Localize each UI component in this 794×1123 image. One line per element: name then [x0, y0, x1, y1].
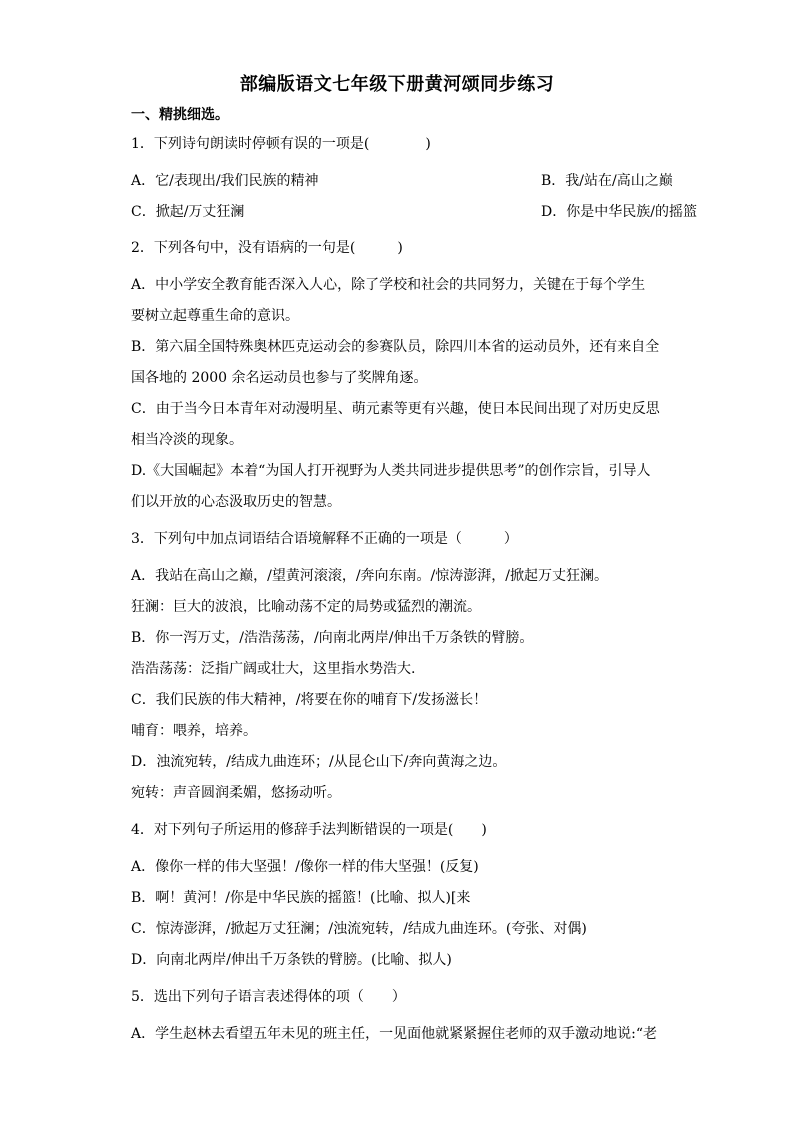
section-heading: 一、精挑细选。	[131, 107, 229, 123]
question-2-option-b-line-2: 国各地的 2000 余名运动员也参与了奖牌角逐。	[131, 370, 428, 386]
question-4-option-c: C．惊涛澎湃，/掀起万丈狂澜；/浊流宛转，/结成九曲连环。(夸张、对偶)	[131, 921, 587, 937]
question-3-option-b: B．你一泻万丈，/浩浩荡荡，/向南北两岸/伸出千万条铁的臂膀。	[131, 630, 534, 646]
question-1-option-b: B．我/站在/高山之巅	[541, 173, 673, 189]
question-2-option-d-line-2: 们以开放的心态汲取历史的智慧。	[131, 494, 341, 510]
question-2-option-c-line-2: 相当冷淡的现象。	[131, 432, 243, 448]
question-4-option-d: D．向南北两岸/伸出千万条铁的臂膀。(比喻、拟人)	[131, 952, 452, 968]
question-2-option-d-line-1: D.《大国崛起》本着“为国人打开视野为人类共同进步提供思考”的创作宗旨，引导人	[131, 463, 651, 479]
question-2-option-b-line-1: B．第六届全国特殊奥林匹克运动会的参赛队员，除四川本省的运动员外，还有来自全	[131, 339, 660, 355]
question-3-stem: 3．下列句中加点词语结合语境解释不正确的一项是（ ）	[131, 531, 518, 547]
question-1-options-row-1	[131, 172, 671, 190]
page-title: 部编版语文七年级下册黄河颂同步练习	[239, 74, 555, 95]
question-3-option-a-note: 狂澜：巨大的波浪，比喻动荡不定的局势或猛烈的潮流。	[131, 599, 481, 615]
question-2-option-c-line-1: C．由于当今日本青年对动漫明星、萌元素等更有兴趣，使日本民间出现了对历史反思	[131, 401, 660, 417]
question-3-option-b-note: 浩浩荡荡：泛指广阔或壮大，这里指水势浩大.	[131, 661, 416, 677]
question-2-stem: 2．下列各句中，没有语病的一句是( )	[131, 240, 403, 256]
question-1-option-c: C．掀起/万丈狂澜	[131, 204, 245, 220]
question-4-option-a: A．像你一样的伟大坚强！/像你一样的伟大坚强！(反复)	[131, 859, 479, 875]
question-5-option-a-line-1: A．学生赵林去看望五年未见的班主任，一见面他就紧紧握住老师的双手激动地说:“老	[131, 1026, 657, 1042]
question-2-option-a-line-2: 要树立起尊重生命的意识。	[131, 308, 299, 324]
question-1-option-d: D．你是中华民族/的摇篮	[541, 204, 697, 220]
question-4-stem: 4．对下列句子所运用的修辞手法判断错误的一项是( )	[131, 822, 487, 838]
question-3-option-c: C．我们民族的伟大精神，/将要在你的哺育下/发扬滋长！	[131, 692, 488, 708]
question-1-options-row-2	[131, 203, 697, 221]
question-3-option-d-note: 宛转：声音圆润柔媚，悠扬动听。	[131, 785, 341, 801]
question-3-option-c-note: 哺育：喂养，培养。	[131, 723, 257, 739]
question-1-option-a: A．它/表现出/我们民族的精神	[131, 173, 319, 189]
question-1-stem: 1．下列诗句朗读时停顿有误的一项是( )	[131, 136, 431, 152]
question-4-option-b: B．啊！黄河！/你是中华民族的摇篮！(比喻、拟人)[来	[131, 890, 471, 906]
question-5-stem: 5．选出下列句子语言表述得体的项（ ）	[131, 989, 406, 1005]
question-2-option-a-line-1: A．中小学安全教育能否深入人心，除了学校和社会的共同努力，关键在于每个学生	[131, 277, 646, 293]
question-3-option-d: D．浊流宛转，/结成九曲连环；/从昆仑山下/奔向黄海之边。	[131, 754, 507, 770]
question-3-option-a: A．我站在高山之巅，/望黄河滚滚，/奔向东南。/惊涛澎湃，/掀起万丈狂澜。	[131, 568, 608, 584]
